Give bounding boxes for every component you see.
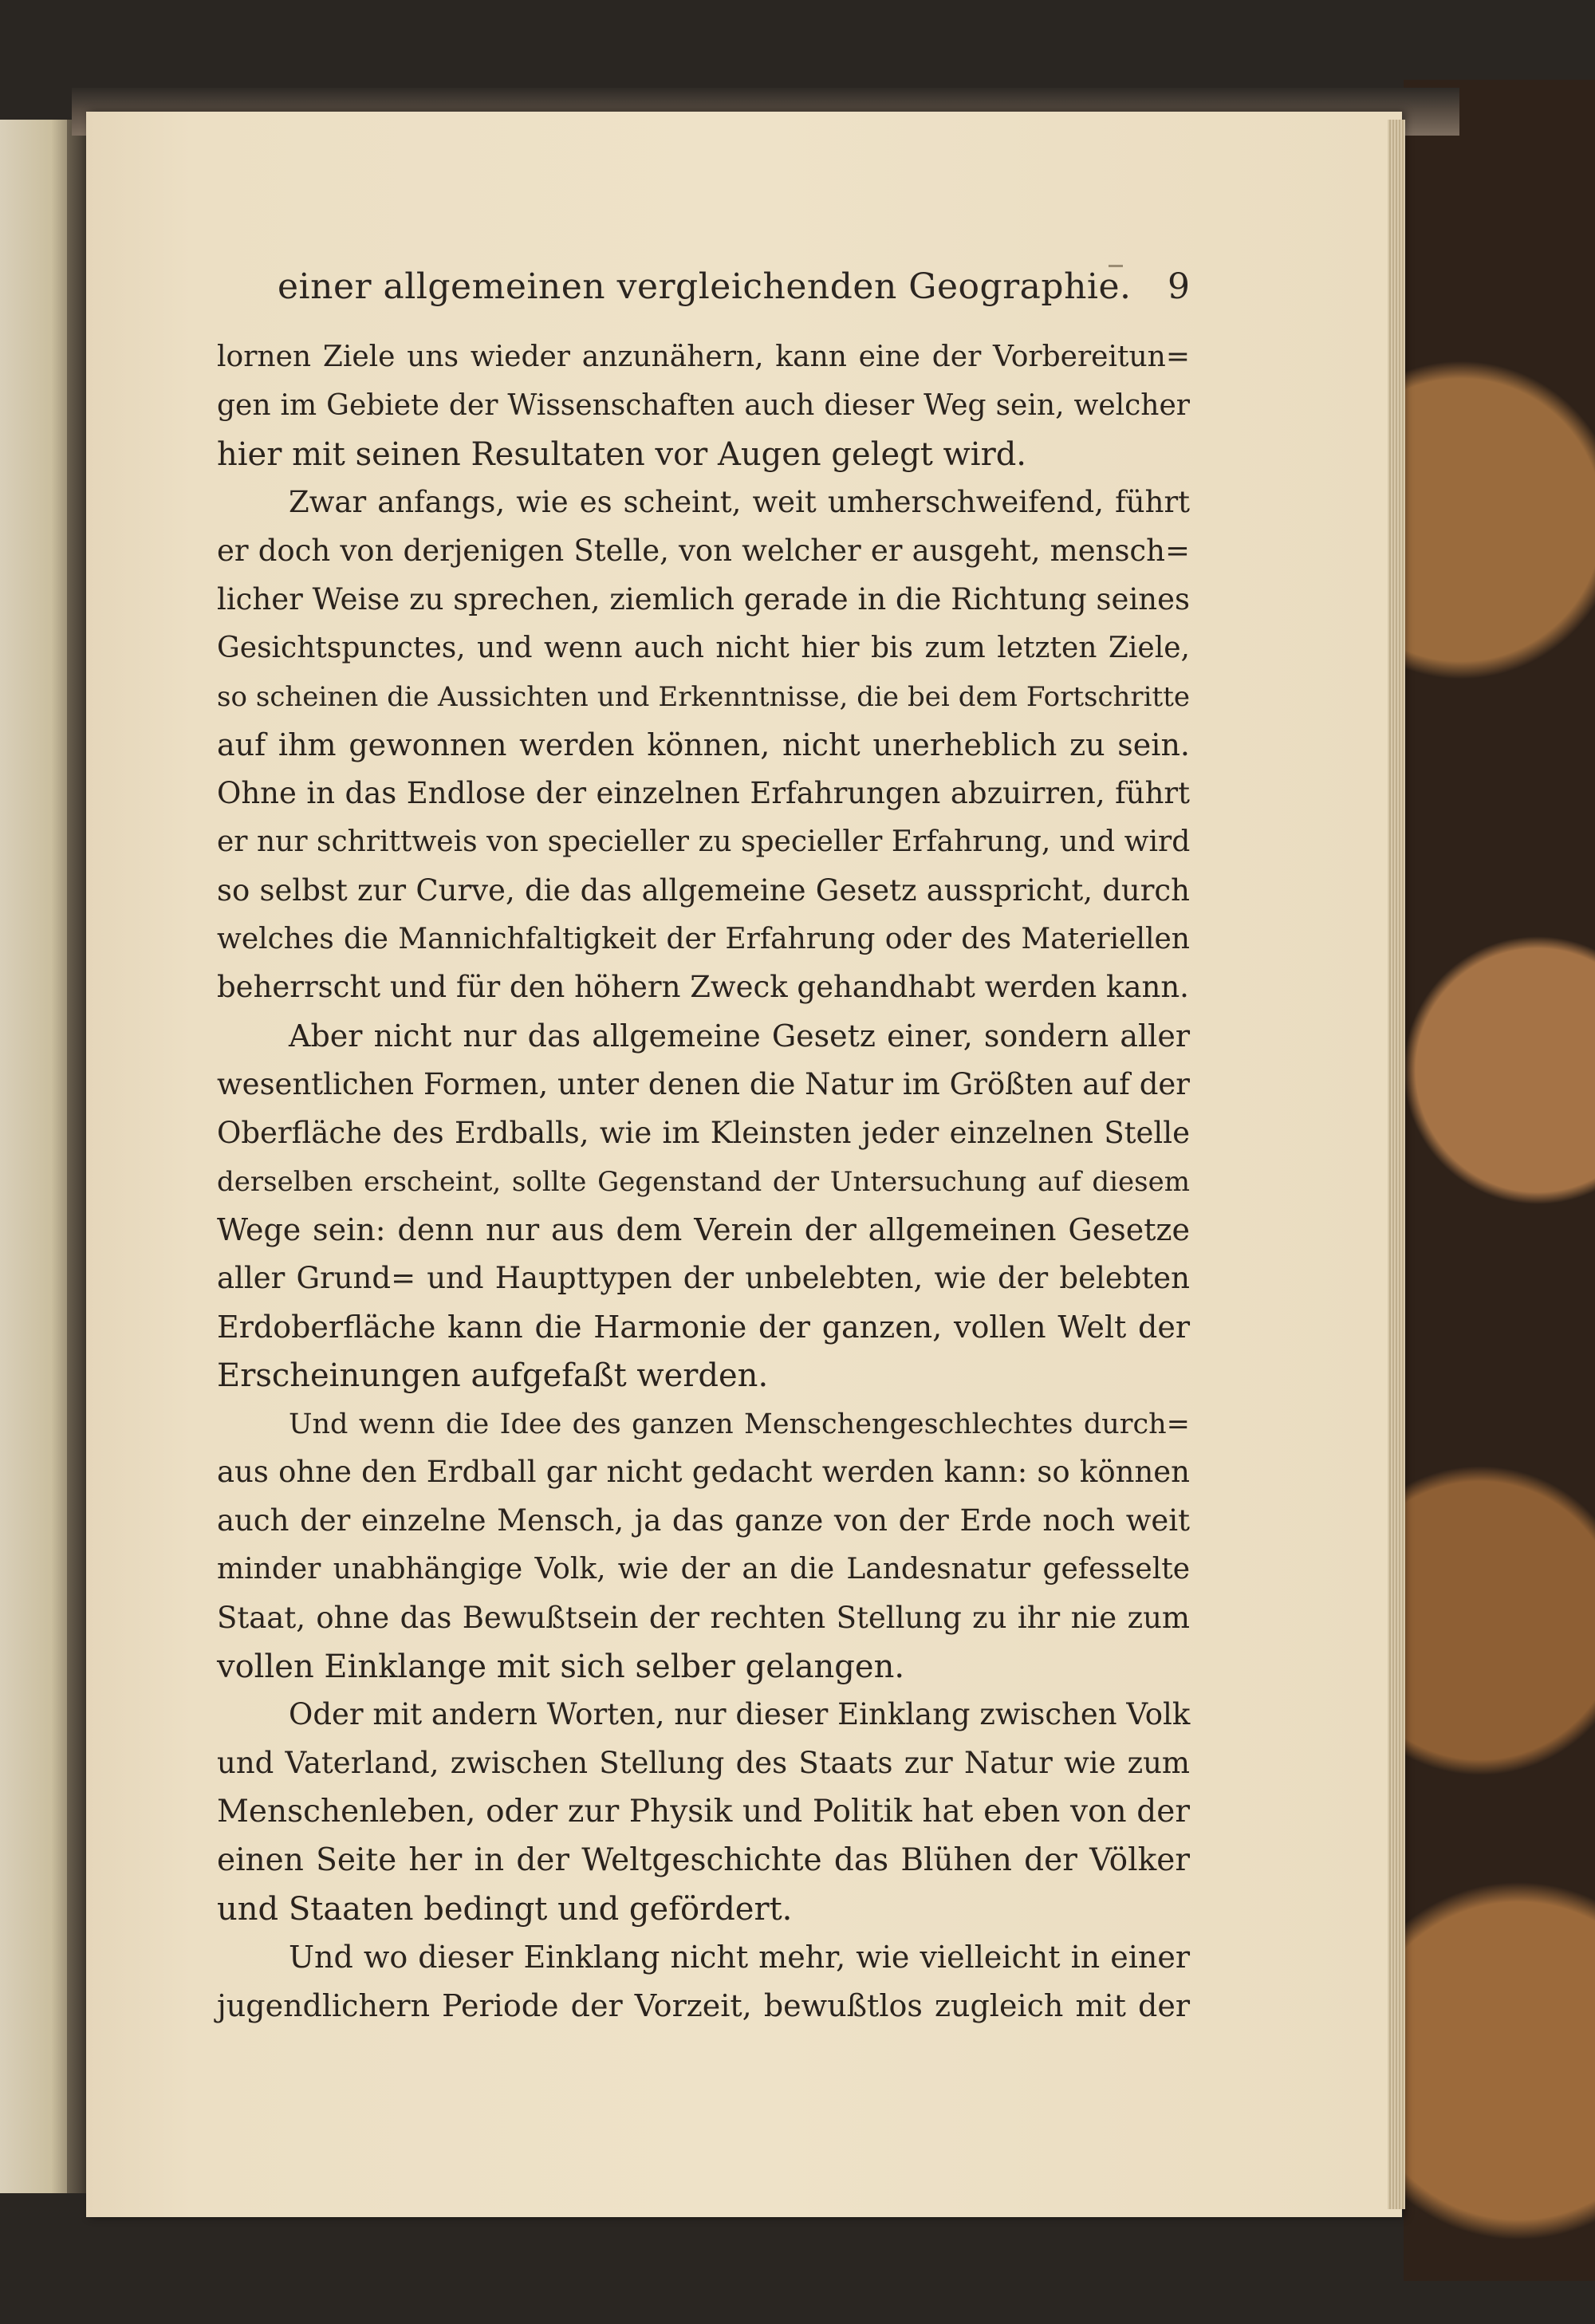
text-line: und Staaten bedingt und gefördert. bbox=[217, 1890, 793, 1928]
text-line: jugendlichern Periode der Vorzeit, bewußtlos zugleich mit der bbox=[217, 1988, 1190, 2024]
running-head bbox=[86, 266, 1402, 314]
text-line: derselben erscheint, sollte Gegenstand der Untersuchung auf diesem bbox=[217, 1165, 1190, 1198]
text-line: so scheinen die Aussichten und Erkenntnisse, die bei dem Fortschritte bbox=[217, 680, 1190, 713]
text-line: Menschenleben, oder zur Physik und Politik hat eben von der bbox=[217, 1793, 1190, 1830]
text-line: Gesichtspunctes, und wenn auch nicht hier bis zum letzten Ziele, bbox=[217, 631, 1190, 664]
text-line: Oberfläche des Erdballs, wie im Kleinsten jeder einzelnen Stelle bbox=[217, 1115, 1190, 1150]
text-line: Aber nicht nur das allgemeine Gesetz einer, sondern aller bbox=[289, 1018, 1190, 1054]
text-line: Ohne in das Endlose der einzelnen Erfahrungen abzuirren, führt bbox=[217, 776, 1190, 811]
left-page-edge bbox=[0, 120, 73, 2193]
running-title: einer allgemeinen vergleichenden Geographie. bbox=[278, 266, 1132, 307]
text-line: so selbst zur Curve, die das allgemeine Gesetz ausspricht, durch bbox=[217, 872, 1190, 908]
text-line: Und wenn die Idee des ganzen Menschengeschlechtes durch= bbox=[289, 1408, 1190, 1440]
text-line: minder unabhängige Volk, wie der an die Landesnatur gefesselte bbox=[217, 1552, 1190, 1585]
text-line: aller Grund= und Haupttypen der unbelebten, wie der belebten bbox=[217, 1261, 1190, 1296]
text-line: beherrscht und für den höhern Zweck gehandhabt werden kann. bbox=[217, 970, 1189, 1005]
text-line: einen Seite her in der Weltgeschichte das Blühen der Völker bbox=[217, 1841, 1190, 1878]
text-line: Oder mit andern Worten, nur dieser Einklang zwischen Volk bbox=[289, 1697, 1191, 1732]
text-line: Staat, ohne das Bewußtsein der rechten Stellung zu ihr nie zum bbox=[217, 1600, 1190, 1635]
marbled-cover bbox=[1404, 80, 1595, 2281]
text-line: licher Weise zu sprechen, ziemlich gerade in die Richtung seines bbox=[217, 581, 1190, 616]
body-text bbox=[217, 333, 1190, 2031]
text-line: und Vaterland, zwischen Stellung des Staats zur Natur wie zum bbox=[217, 1746, 1190, 1781]
text-line: auf ihm gewonnen werden können, nicht unerheblich zu sein. bbox=[217, 727, 1190, 763]
text-line: Erdoberfläche kann die Harmonie der ganzen, vollen Welt der bbox=[217, 1309, 1190, 1345]
text-line: gen im Gebiete der Wissenschaften auch dieser Weg sein, welcher bbox=[217, 388, 1190, 422]
text-line: vollen Einklange mit sich selber gelangen. bbox=[217, 1648, 905, 1685]
text-line: Erscheinungen aufgefaßt werden. bbox=[217, 1357, 769, 1394]
text-line: wesentlichen Formen, unter denen die Natur im Größten auf der bbox=[217, 1066, 1190, 1101]
text-line: auch der einzelne Mensch, ja das ganze von der Erde noch weit bbox=[217, 1503, 1190, 1538]
text-line: Wege sein: denn nur aus dem Verein der allgemeinen Gesetze bbox=[217, 1212, 1190, 1248]
text-line: aus ohne den Erdball gar nicht gedacht werden kann: so können bbox=[217, 1455, 1190, 1490]
text-line: Zwar anfangs, wie es scheint, weit umherschweifend, führt bbox=[289, 485, 1190, 520]
page-number: 9 bbox=[1168, 266, 1190, 307]
text-line: lornen Ziele uns wieder anzunähern, kann eine der Vorbereitun= bbox=[217, 341, 1190, 373]
text-line: er nur schrittweis von specieller zu specieller Erfahrung, und wird bbox=[217, 825, 1191, 858]
text-line: Und wo dieser Einklang nicht mehr, wie vielleicht in einer bbox=[289, 1940, 1190, 1975]
page-stack-edge bbox=[1388, 120, 1405, 2209]
text-line: er doch von derjenigen Stelle, von welcher er ausgeht, mensch= bbox=[217, 534, 1190, 569]
text-line: hier mit seinen Resultaten vor Augen gelegt wird. bbox=[217, 435, 1027, 473]
text-line: welches die Mannichfaltigkeit der Erfahrung oder des Materiellen bbox=[217, 922, 1190, 955]
